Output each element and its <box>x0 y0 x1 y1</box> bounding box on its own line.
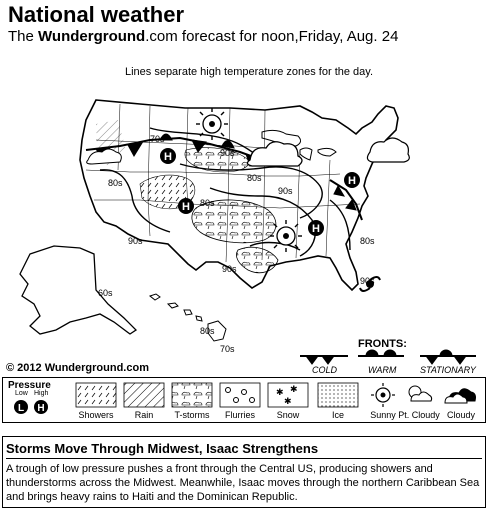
map-note: Lines separate high temperature zones for the day. <box>124 66 374 78</box>
temperature-label: 90s <box>360 276 375 286</box>
high-pressure-marker <box>160 148 176 164</box>
svg-text:H: H <box>182 201 190 213</box>
svg-text:✱: ✱ <box>276 388 284 398</box>
legend-item-label: Ice <box>331 410 344 420</box>
alaska-outline <box>20 246 136 334</box>
svg-text:✱: ✱ <box>284 397 292 407</box>
legend-item-label: Showers <box>78 410 114 420</box>
low-symbol: L <box>17 403 25 414</box>
story-headline: Storms Move Through Midwest, Isaac Strengthens <box>6 441 319 456</box>
legend-item-label: Cloudy <box>446 410 475 420</box>
story-divider <box>6 458 482 459</box>
warm-front-sample <box>358 350 404 356</box>
story-body: A trough of low pressure pushes a front through the Central US, producing showers and thunderstorms across the Midwest. Meanwhile, Isaac moves through the northern Caribbean Sea and brings heavy rains to Haiti and the Dominican Republic. <box>6 463 480 503</box>
temperature-label: 60s <box>98 288 113 298</box>
cold-front-sample <box>300 356 348 364</box>
legend-item-label: Pt. Cloudy <box>398 410 440 420</box>
fronts-legend <box>300 350 476 364</box>
subtitle-suffix: .com forecast for noon,Friday, Aug. 24 <box>145 28 399 45</box>
temperature-label: 80s <box>360 236 375 246</box>
temperature-label: 90s <box>278 186 293 196</box>
high-pressure-marker <box>344 172 360 188</box>
high-pressure-marker <box>178 198 194 214</box>
legend-item-label: Snow <box>276 410 300 420</box>
legend-pressure-title: Pressure <box>8 380 51 391</box>
stationary-front-sample <box>420 350 476 364</box>
legend-low-label: Low <box>15 390 28 397</box>
fronts-title: FRONTS: <box>358 338 407 350</box>
legend-item-label: T-storms <box>174 410 210 420</box>
temperature-label: 80s <box>200 326 215 336</box>
subtitle-brand: Wunderground <box>38 28 146 45</box>
temperature-label: 80s <box>108 178 123 188</box>
hawaii-islands <box>150 294 226 341</box>
svg-text:✱: ✱ <box>290 385 298 395</box>
temperature-label: 80s <box>247 173 262 183</box>
legend-item-label: Flurries <box>224 410 255 420</box>
svg-text:H: H <box>312 223 320 235</box>
legend-item-label: Sunny <box>370 410 396 420</box>
warm-front-label: WARM <box>368 365 397 375</box>
temperature-label: 80s <box>200 198 215 208</box>
subtitle-prefix: The <box>8 28 39 45</box>
legend-high-label: High <box>34 390 49 397</box>
temperature-label: 90s <box>222 264 237 274</box>
temperature-label: 90s <box>220 148 235 158</box>
legend-item-label: Rain <box>134 410 154 420</box>
temperature-label: 70s <box>150 134 165 144</box>
temperature-label: 90s <box>128 236 143 246</box>
high-symbol: H <box>37 403 45 414</box>
svg-text:H: H <box>348 175 356 187</box>
page-title: National weather <box>8 2 185 27</box>
temperature-label: 70s <box>220 344 235 354</box>
copyright: © 2012 Wunderground.com <box>6 362 149 374</box>
svg-text:H: H <box>164 151 172 163</box>
high-pressure-marker <box>308 220 324 236</box>
cold-front-label: COLD <box>312 365 338 375</box>
stationary-front-label: STATIONARY <box>420 365 476 375</box>
